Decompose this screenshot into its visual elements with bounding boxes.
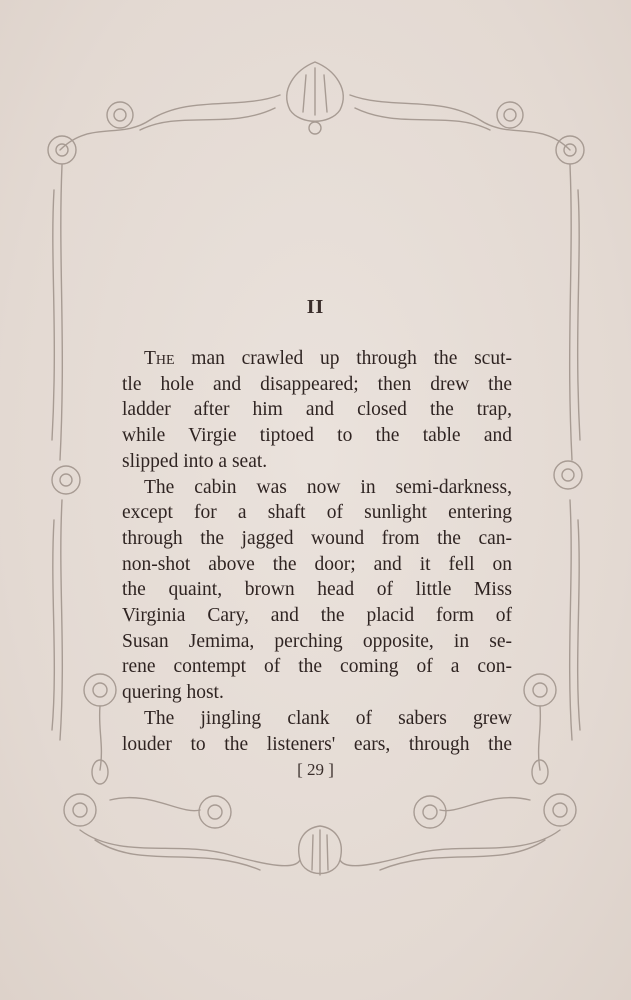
- text-line: the quaint, brown head of little Miss: [122, 579, 512, 601]
- text-line: tle hole and disappeared; then drew the: [122, 373, 512, 395]
- text-line: ladder after him and closed the trap,: [122, 399, 512, 421]
- text-line: The jingling clank of sabers grew: [144, 707, 512, 729]
- paragraph: [122, 706, 512, 757]
- body-text: [122, 346, 512, 757]
- text-line: slipped into a seat.: [122, 450, 268, 472]
- chapter-heading: II: [306, 296, 325, 318]
- text-line: rene contempt of the coming of a con-: [122, 656, 512, 678]
- paragraph: [122, 475, 512, 706]
- text-line: louder to the listeners' ears, through the: [122, 733, 512, 755]
- text-line: quering host.: [122, 682, 224, 704]
- text-line: The man crawled up through the scut-: [144, 348, 512, 369]
- text-line: Virginia Cary, and the placid form of: [122, 605, 512, 627]
- paragraph: [122, 346, 512, 475]
- text-line: non-shot above the door; and it fell on: [122, 553, 512, 575]
- text-line: through the jagged wound from the can-: [122, 527, 512, 549]
- page-number: [ 29 ]: [297, 760, 334, 779]
- text-line: The cabin was now in semi-darkness,: [144, 476, 512, 498]
- drop-lead-word: The: [144, 348, 175, 369]
- text-line: while Virgie tiptoed to the table and: [122, 425, 512, 447]
- text-line: Susan Jemima, perching opposite, in se-: [122, 630, 512, 652]
- text-line: except for a shaft of sunlight entering: [122, 502, 512, 524]
